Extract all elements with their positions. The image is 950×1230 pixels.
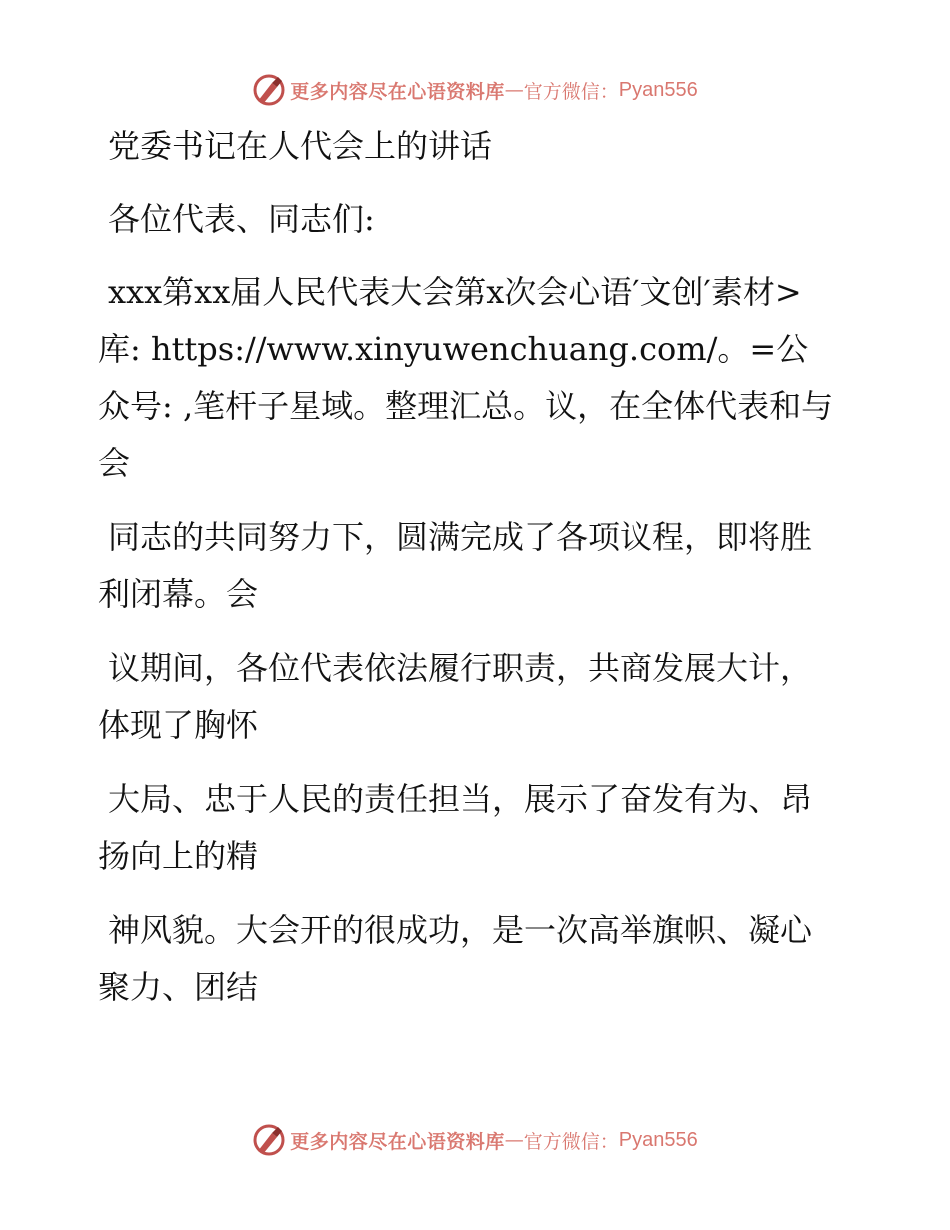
pen-logo-icon (252, 73, 286, 107)
footer-banner (0, 1120, 950, 1160)
banner-dash: — (504, 1129, 524, 1151)
paragraph: 议期间，各位代表依法履行职责，共商发展大计，体现了胸怀 (98, 649, 813, 744)
banner-label: 官方微信： (523, 80, 619, 103)
banner-wechat-id: Pyan556 (618, 1128, 698, 1151)
header-banner (0, 70, 950, 110)
document-body (98, 118, 838, 1033)
paragraph: xxx第xx届人民代表大会第x次会心语′文创′素材>库: https://www.xinyuwenchuang.com/。=公众号: ,笔杆子星域。整理汇总。议，在全体代表和与会 (98, 273, 834, 482)
paragraph: 大局、忠于人民的责任担当，展示了奋发有为、昂扬向上的精 (98, 780, 813, 875)
pen-logo-icon (252, 1123, 286, 1157)
paragraph: 同志的共同努力下，圆满完成了各项议程，即将胜利闭幕。会 (98, 518, 813, 613)
paragraph: 神风貌。大会开的很成功，是一次高举旗帜、凝心聚力、团结 (98, 911, 813, 1006)
banner-text: 更多内容尽在心语资料库 (290, 1130, 505, 1153)
banner-label: 官方微信： (523, 1130, 619, 1153)
document-title: 党委书记在人代会上的讲话 (108, 127, 493, 165)
greeting: 各位代表、同志们: (108, 200, 375, 238)
banner-wechat-id: Pyan556 (618, 78, 698, 101)
banner-dash: — (504, 79, 524, 101)
banner-text: 更多内容尽在心语资料库 (290, 80, 505, 103)
